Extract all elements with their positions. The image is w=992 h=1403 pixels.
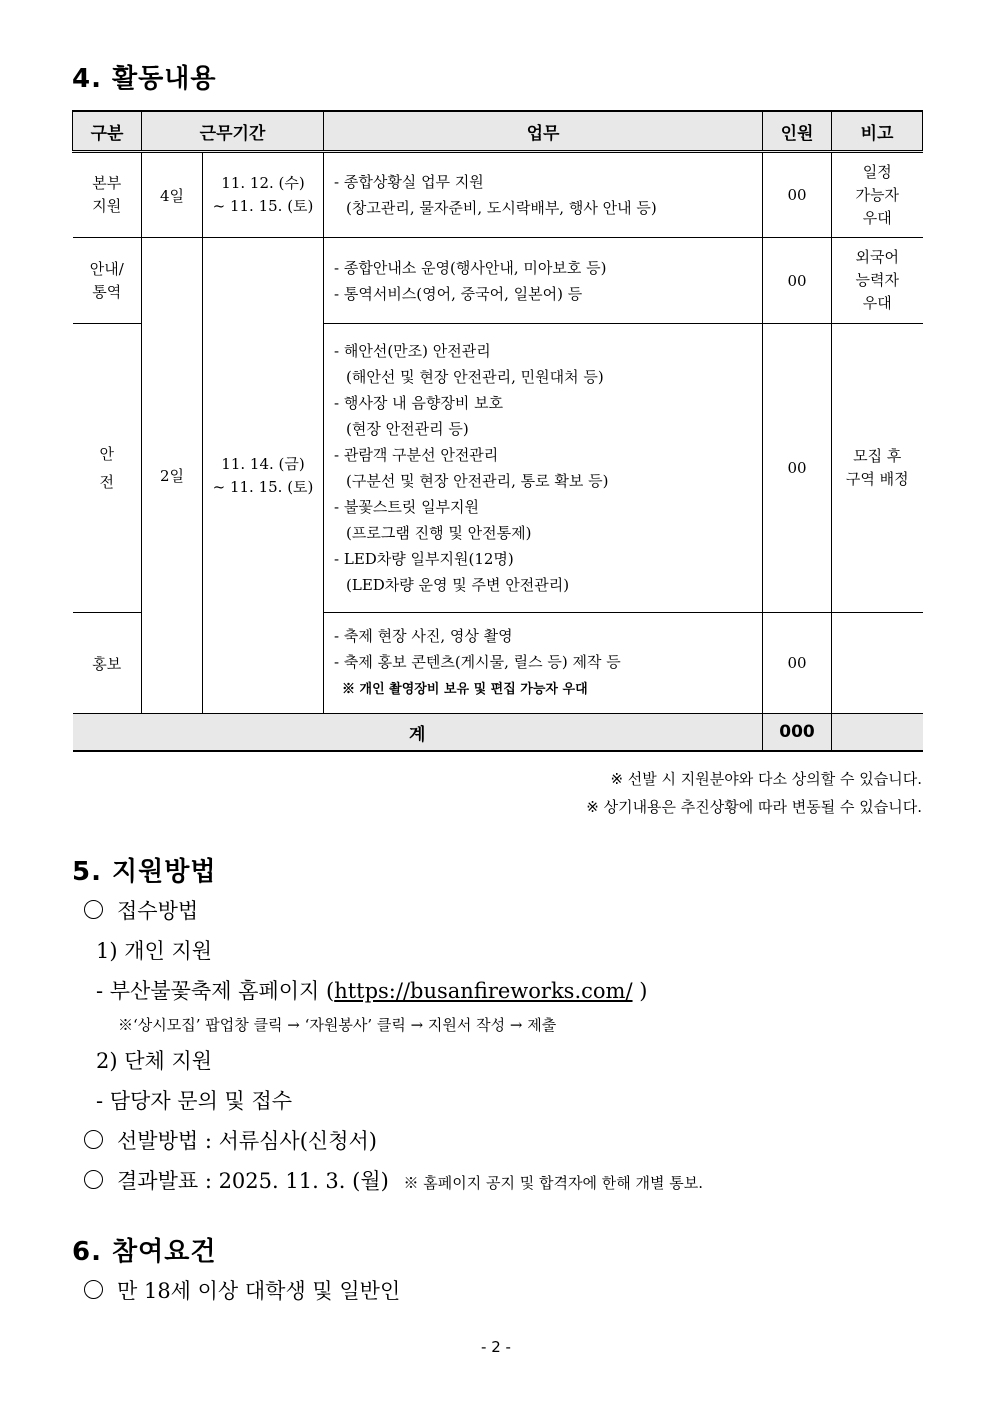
- duty-cell: [324, 324, 763, 613]
- count-cell: 00: [763, 152, 832, 238]
- table-row: [73, 152, 923, 238]
- participation-requirement: 만 18세 이상 대학생 및 일반인: [84, 1275, 400, 1305]
- apply-steps: ※‘상시모집’ 팝업창 클릭 → ‘자원봉사’ 클릭 → 지원서 작성 → 제출: [118, 1016, 557, 1034]
- total-label: 계: [73, 714, 763, 752]
- count-cell: 00: [763, 238, 832, 324]
- duty-line: (프로그램 진행 및 안전통제): [346, 524, 532, 542]
- header-duty: 업무: [324, 111, 763, 152]
- circle-bullet-icon: [84, 900, 103, 919]
- total-value: 000: [763, 714, 832, 752]
- duty-line: - 행사장 내 음향장비 보호: [334, 394, 504, 412]
- circle-bullet-icon: [84, 1130, 103, 1149]
- duty-cell: [324, 238, 763, 324]
- header-period: 근무기간: [142, 111, 324, 152]
- duty-line: - 종합상황실 업무 지원: [334, 173, 484, 191]
- group-apply: 2) 단체 지원: [96, 1049, 213, 1073]
- header-category: 구분: [73, 111, 142, 152]
- duty-line: - 통역서비스(영어, 중국어, 일본어) 등: [334, 284, 583, 303]
- duty-line: (현장 안전관리 등): [346, 420, 469, 438]
- duty-cell: [324, 613, 763, 714]
- circle-bullet-icon: [84, 1280, 103, 1299]
- table-notes: [586, 765, 922, 821]
- header-count: 인원: [763, 111, 832, 152]
- selection-method: 선발방법 : 서류심사(신청서): [84, 1125, 377, 1155]
- count-cell: 00: [763, 613, 832, 714]
- category-cell: 안내/ 통역: [73, 238, 142, 324]
- note-line: ※ 선발 시 지원분야와 다소 상의할 수 있습니다.: [610, 770, 922, 788]
- note-cell: 일정 가능자 우대: [832, 152, 923, 238]
- header-note: 비고: [832, 111, 923, 152]
- section-4-title: 4. 활동내용: [72, 64, 217, 94]
- note-line: ※ 상기내용은 추진상황에 따라 변동될 수 있습니다.: [586, 798, 922, 816]
- duty-line: (구분선 및 현장 안전관리, 통로 확보 등): [346, 472, 609, 490]
- table-row: [73, 238, 923, 324]
- duty-line: - 축제 현장 사진, 영상 촬영: [334, 627, 513, 645]
- duty-line: - 축제 홍보 콘텐츠(게시물, 릴스 등) 제작 등: [334, 653, 621, 671]
- category-cell: 홍보: [73, 613, 142, 714]
- count-cell: 00: [763, 324, 832, 613]
- duty-cell: [324, 152, 763, 238]
- period-cell: 11. 12. (수) ~ 11. 15. (토): [203, 152, 324, 238]
- category-cell: 안 전: [73, 324, 142, 613]
- days-cell: 2일: [142, 238, 203, 714]
- result-note: ※ 홈페이지 공지 및 합격자에 한해 개별 통보.: [403, 1174, 703, 1192]
- note-cell: [832, 613, 923, 714]
- period-cell: 11. 14. (금) ~ 11. 15. (토): [203, 238, 324, 714]
- circle-bullet-icon: [84, 1170, 103, 1189]
- total-row: [73, 714, 923, 752]
- note-cell: 모집 후 구역 배정: [832, 324, 923, 613]
- duty-note: ※ 개인 촬영장비 보유 및 편집 가능자 우대: [342, 682, 588, 697]
- receipt-method: 접수방법: [84, 895, 198, 925]
- group-apply-desc: - 담당자 문의 및 접수: [96, 1089, 293, 1113]
- section-5-title: 5. 지원방법: [72, 857, 217, 887]
- page-number: - 2 -: [481, 1338, 511, 1356]
- activity-table: [72, 110, 923, 752]
- duty-line: - LED차량 일부지원(12명): [334, 550, 514, 568]
- category-cell: 본부 지원: [73, 152, 142, 238]
- days-cell: 4일: [142, 152, 203, 238]
- table-header-row: [73, 111, 923, 152]
- duty-line: - 불꽃스트릿 일부지원: [334, 498, 480, 516]
- section-6-title: 6. 참여요건: [72, 1237, 217, 1267]
- personal-apply: 1) 개인 지원: [96, 939, 213, 963]
- homepage-line: - 부산불꽃축제 홈페이지 (https://busanfireworks.com/ ): [96, 979, 648, 1003]
- duty-line: (LED차량 운영 및 주변 안전관리): [346, 576, 570, 594]
- homepage-link[interactable]: https://busanfireworks.com/: [334, 979, 633, 1003]
- duty-line: (창고관리, 물자준비, 도시락배부, 행사 안내 등): [346, 199, 657, 217]
- total-note: [832, 714, 923, 752]
- note-cell: 외국어 능력자 우대: [832, 238, 923, 324]
- duty-line: - 종합안내소 운영(행사안내, 미아보호 등): [334, 258, 607, 277]
- duty-line: (해안선 및 현장 안전관리, 민원대처 등): [346, 368, 604, 386]
- duty-line: - 해안선(만조) 안전관리: [334, 342, 491, 360]
- duty-line: - 관람객 구분선 안전관리: [334, 446, 499, 464]
- result-announcement: 결과발표 : 2025. 11. 3. (월) ※ 홈페이지 공지 및 합격자에 한해 개별 통보.: [84, 1165, 703, 1195]
